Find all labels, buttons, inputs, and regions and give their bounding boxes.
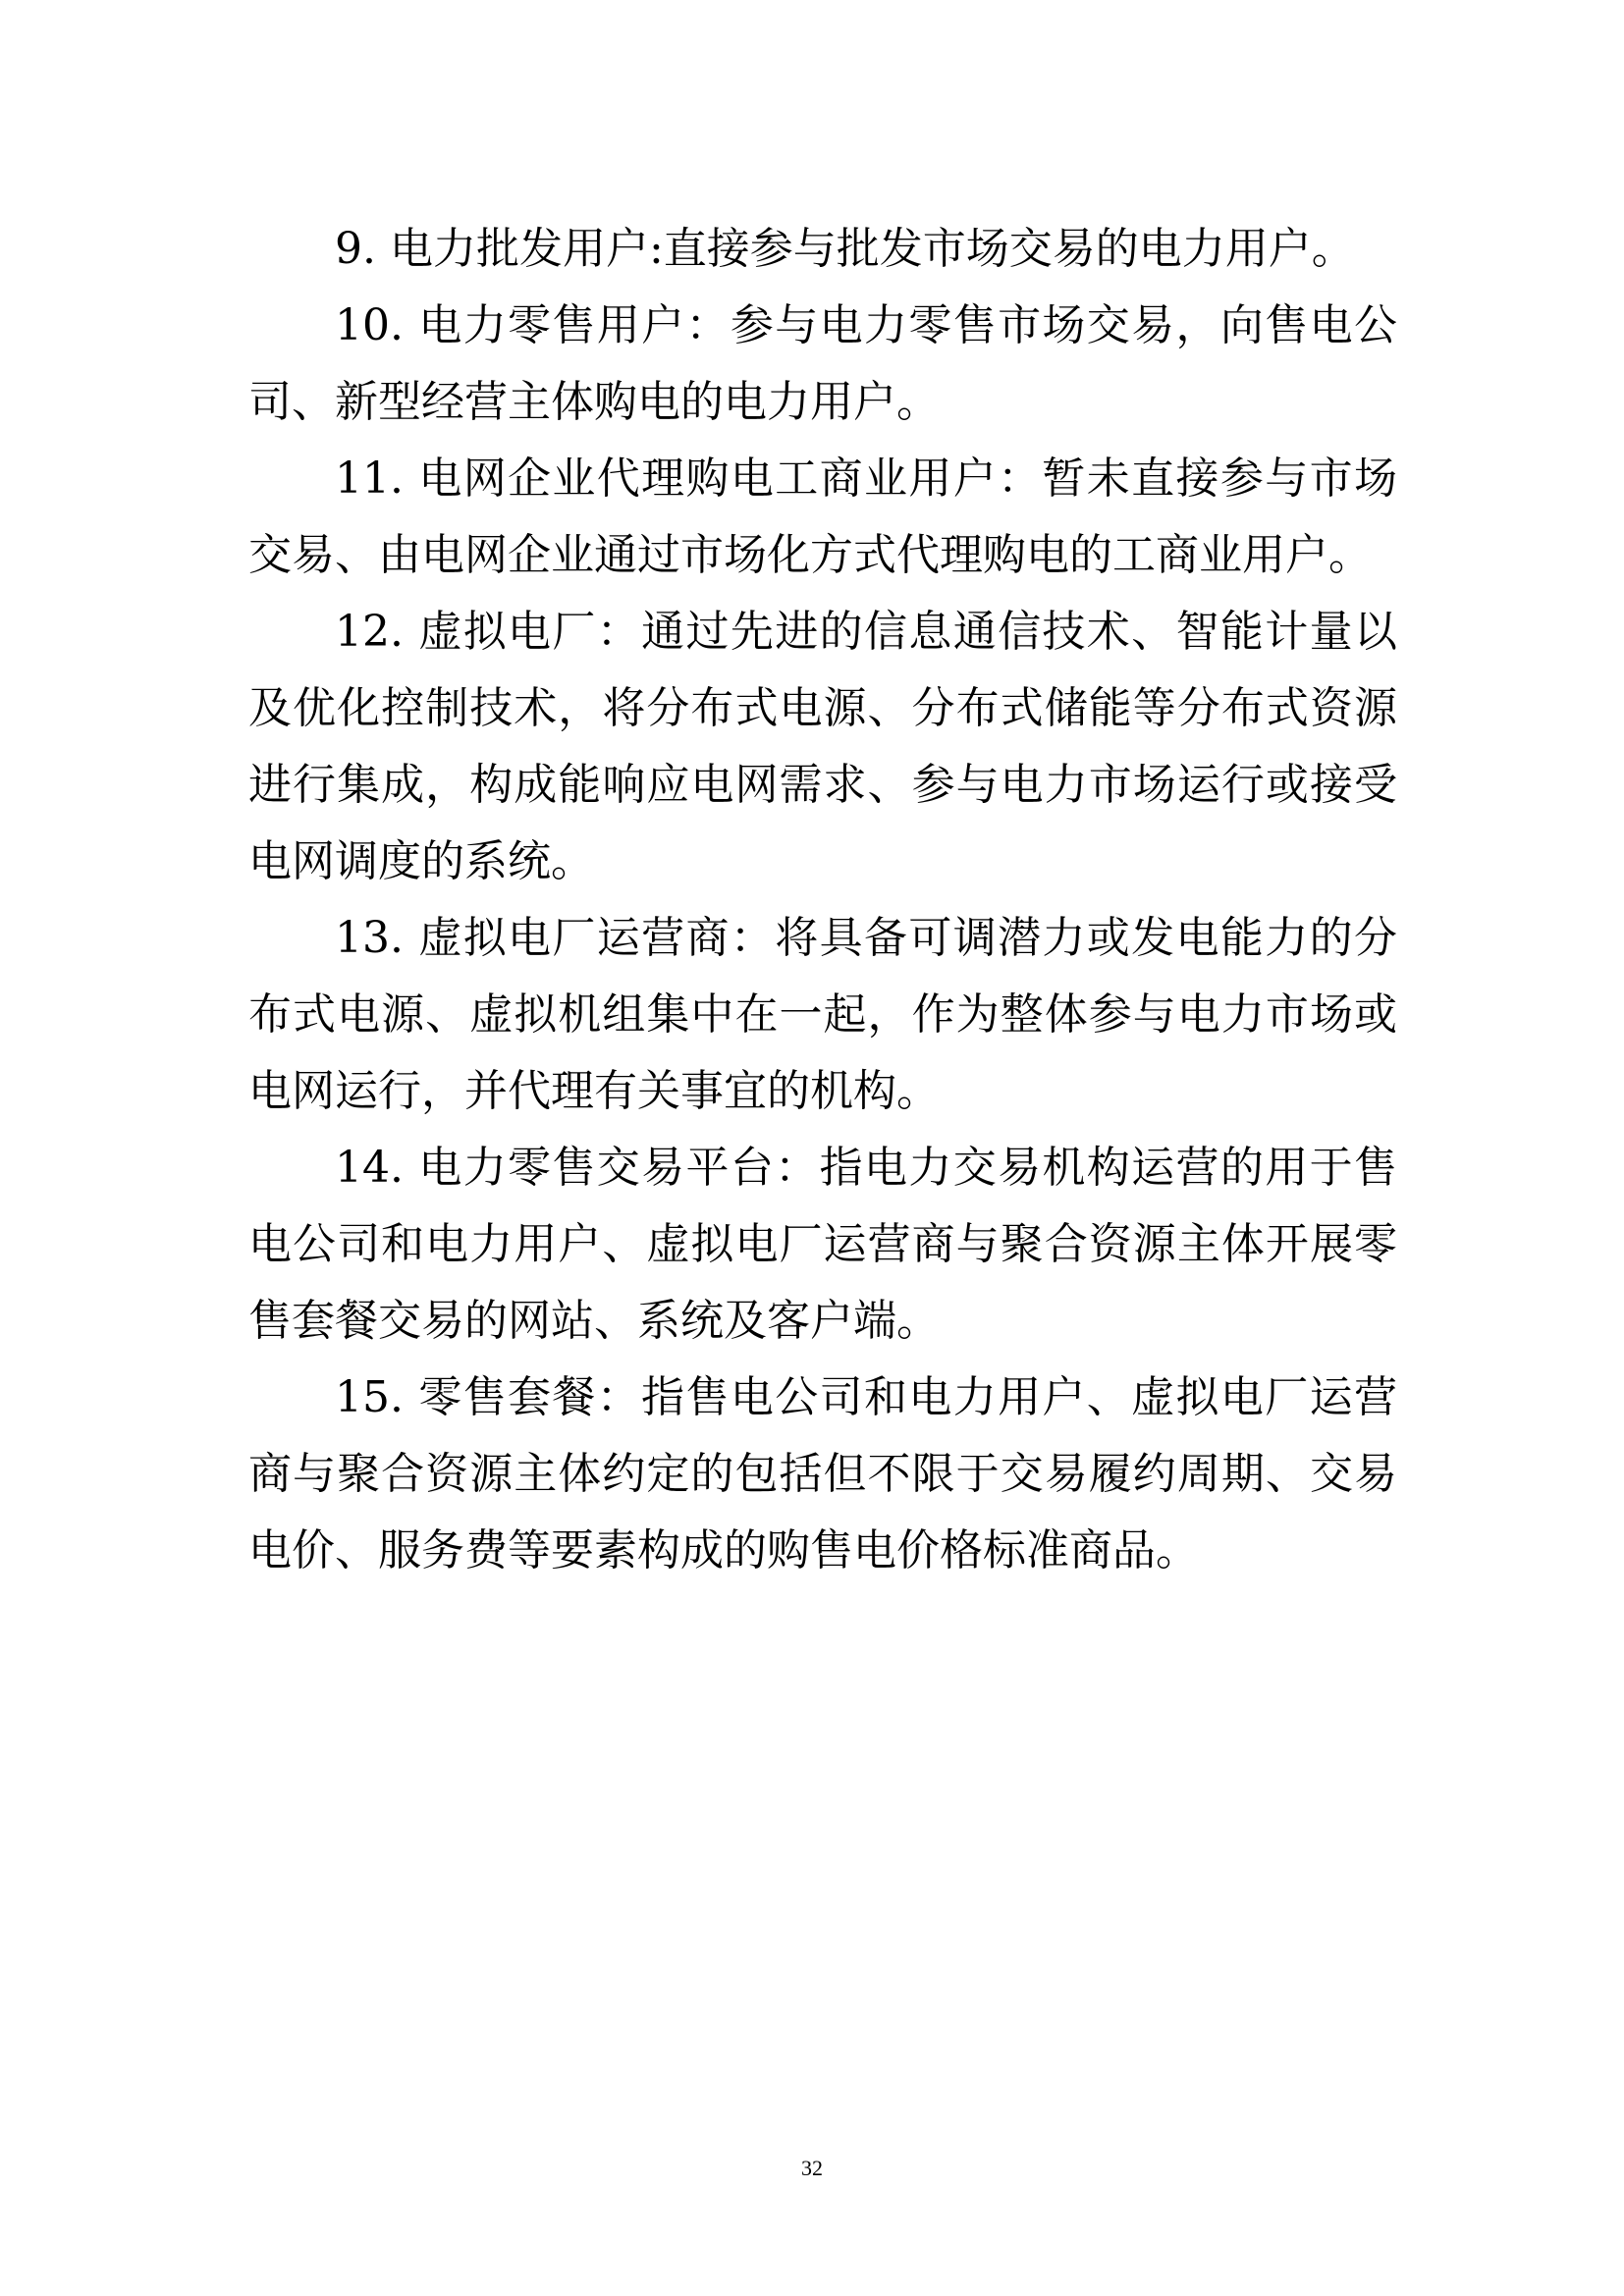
paragraph-line: 14. 电力零售交易平台：指电力交易机构运营的用于售 xyxy=(335,1143,1397,1193)
paragraph-line: 13. 虚拟电厂运营商：将具备可调潜力或发电能力的分 xyxy=(335,913,1397,963)
paragraph-line: 电网调度的系统。 xyxy=(248,836,594,886)
paragraph-line: 9. 电力批发用户:直接参与批发市场交易的电力用户。 xyxy=(335,224,1355,274)
paragraph-line: 电网运行，并代理有关事宜的机构。 xyxy=(248,1066,940,1116)
paragraph-line: 司、新型经营主体购电的电力用户。 xyxy=(248,377,940,427)
paragraph-line: 进行集成，构成能响应电网需求、参与电力市场运行或接受 xyxy=(248,760,1397,810)
paragraph-line: 布式电源、虚拟机组集中在一起，作为整体参与电力市场或 xyxy=(248,989,1397,1040)
definition-item-13 xyxy=(248,900,1397,1130)
document-body xyxy=(248,211,1397,1589)
paragraph-line: 10. 电力零售用户：参与电力零售市场交易，向售电公 xyxy=(335,300,1397,350)
paragraph-line: 商与聚合资源主体约定的包括但不限于交易履约周期、交易 xyxy=(248,1449,1397,1499)
paragraph-line: 电价、服务费等要素构成的购售电价格标准商品。 xyxy=(248,1525,1199,1575)
definition-item-12 xyxy=(248,594,1397,900)
paragraph-line: 售套餐交易的网站、系统及客户端。 xyxy=(248,1296,940,1346)
definition-item-11 xyxy=(248,441,1397,594)
page-number: 32 xyxy=(801,2156,823,2180)
paragraph-line: 及优化控制技术，将分布式电源、分布式储能等分布式资源 xyxy=(248,683,1397,733)
definition-item-14 xyxy=(248,1130,1397,1360)
definition-item-9 xyxy=(248,211,1397,288)
paragraph-line: 交易、由电网企业通过市场化方式代理购电的工商业用户。 xyxy=(248,530,1372,580)
paragraph-line: 12. 虚拟电厂：通过先进的信息通信技术、智能计量以 xyxy=(335,607,1397,657)
definition-item-15 xyxy=(248,1360,1397,1589)
paragraph-line: 电公司和电力用户、虚拟电厂运营商与聚合资源主体开展零 xyxy=(248,1219,1397,1269)
definition-item-10 xyxy=(248,288,1397,441)
paragraph-line: 11. 电网企业代理购电工商业用户：暂未直接参与市场 xyxy=(335,454,1397,504)
paragraph-line: 15. 零售套餐：指售电公司和电力用户、虚拟电厂运营 xyxy=(335,1372,1397,1422)
